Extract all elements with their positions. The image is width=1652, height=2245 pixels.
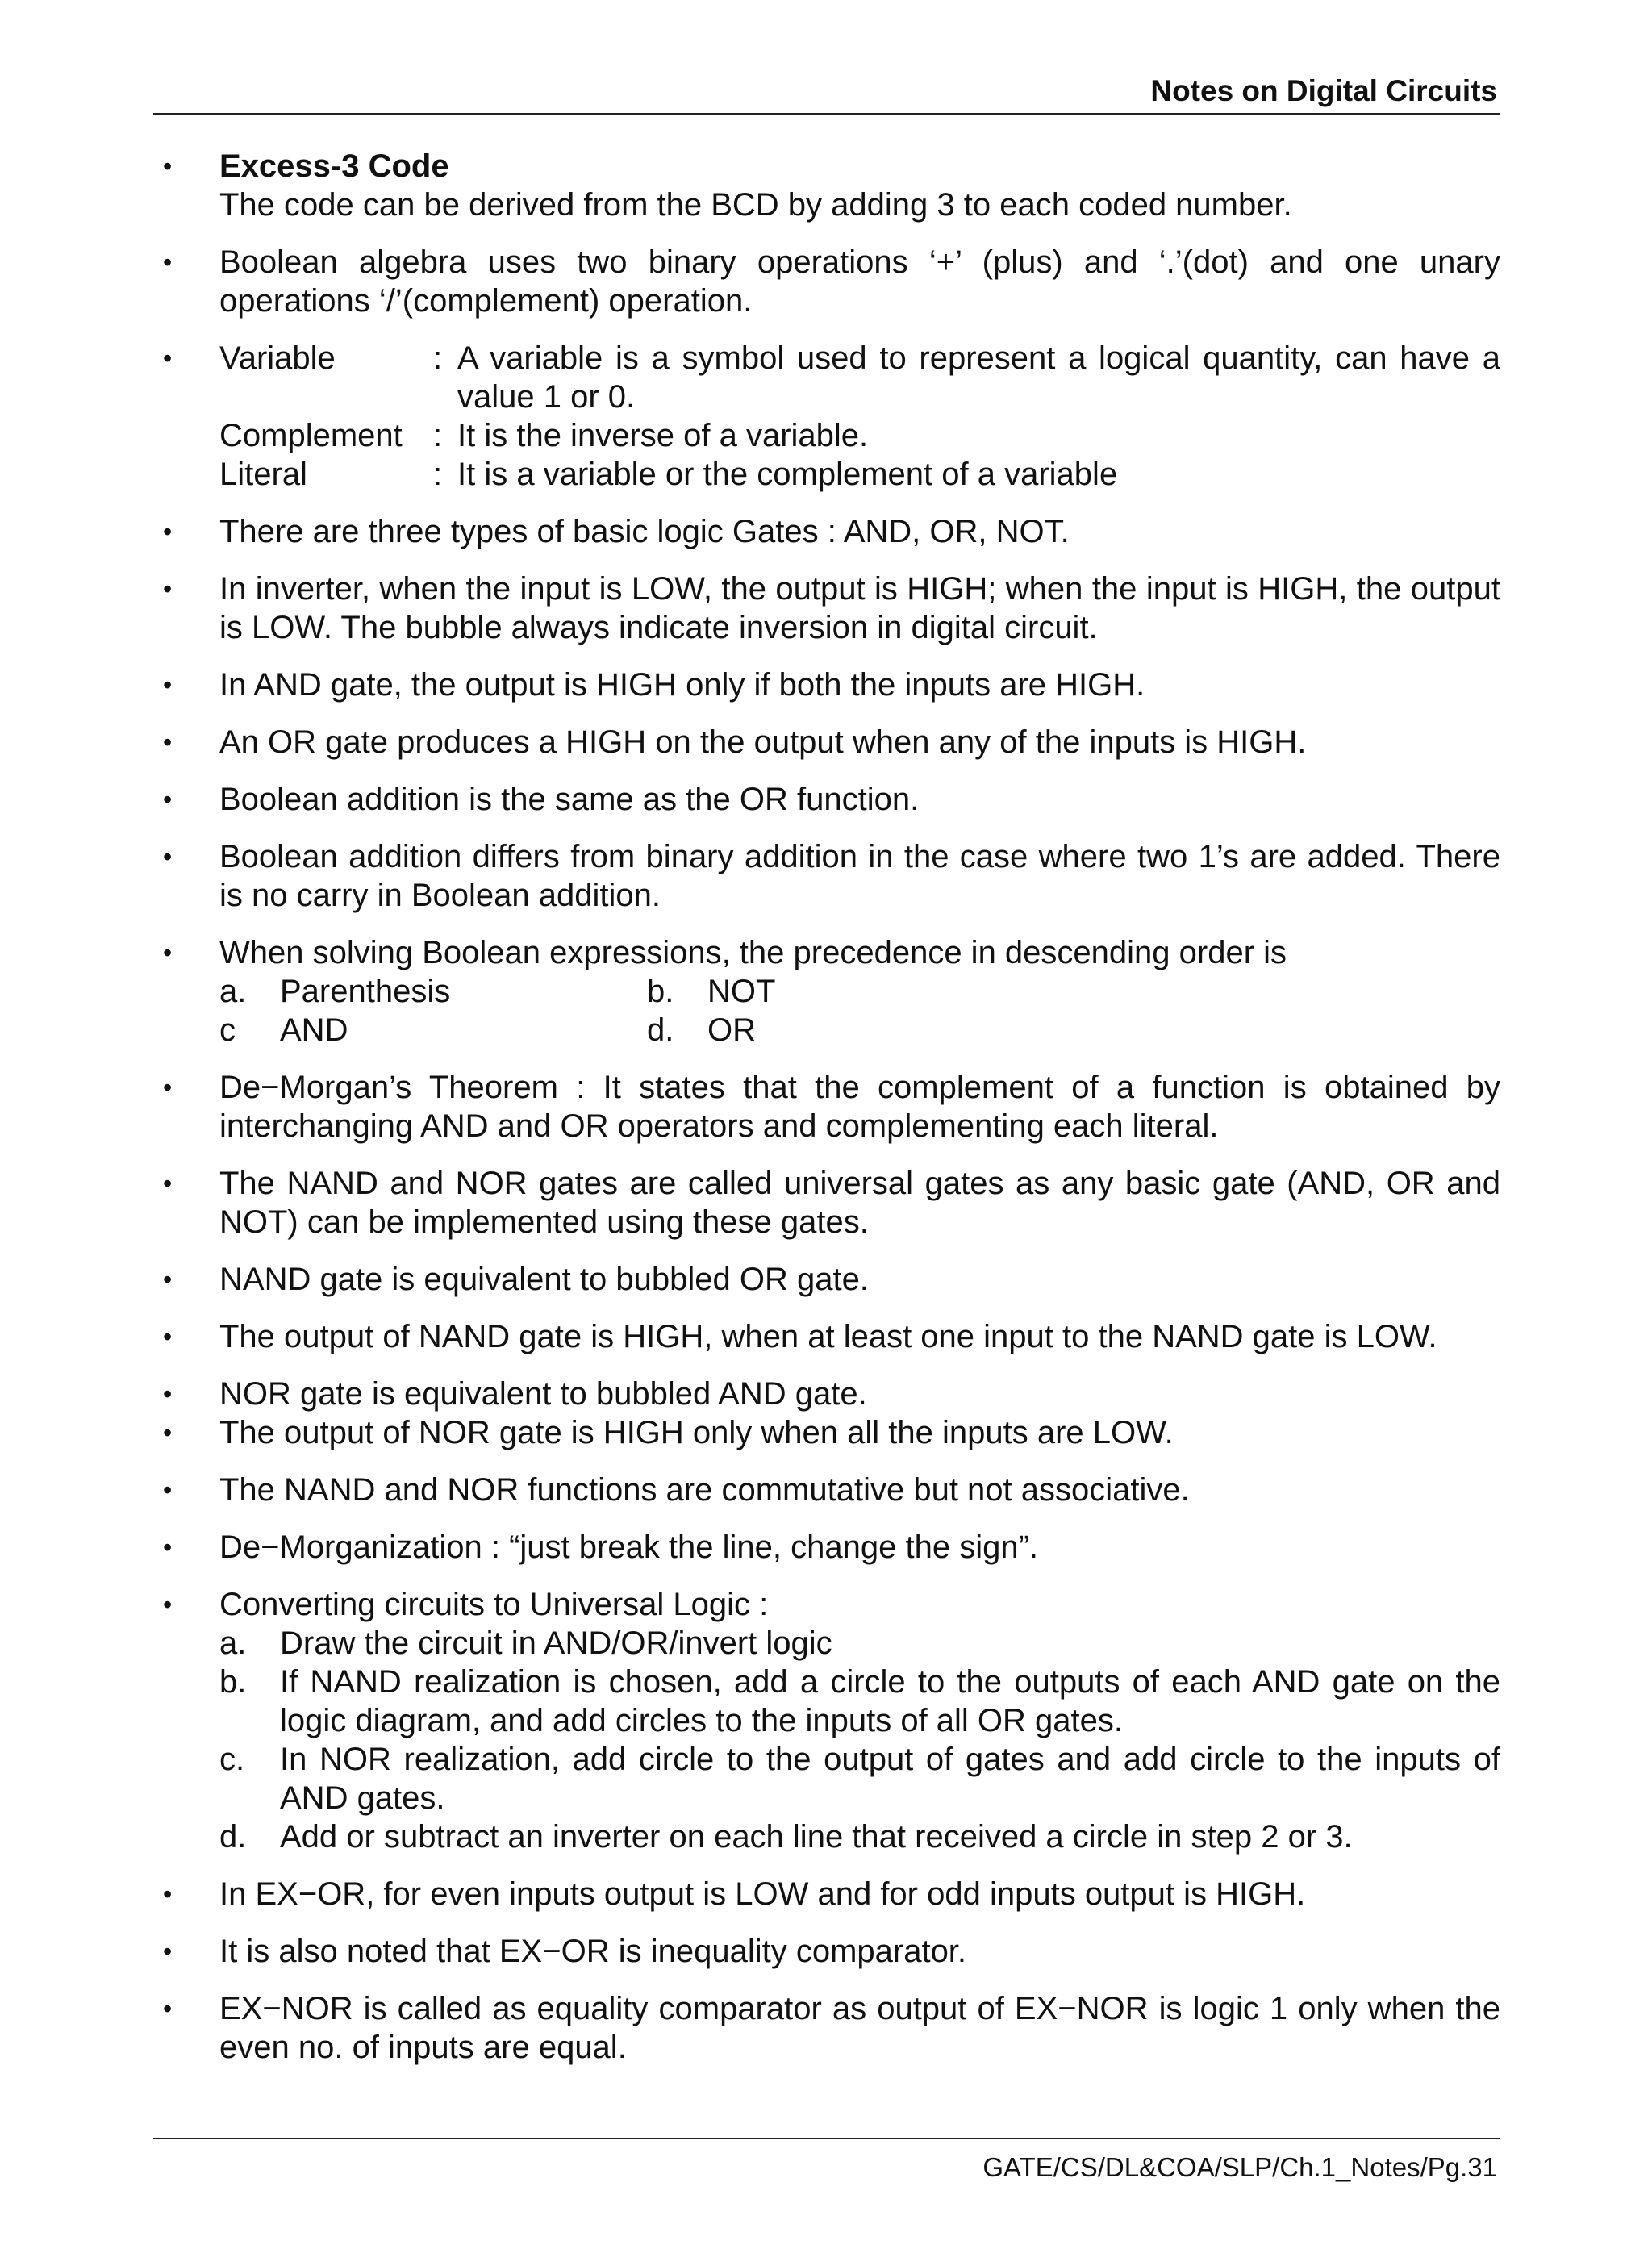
list-item-demorgan: [153, 1068, 1500, 1145]
item-text: Boolean addition is the same as the OR function.: [219, 782, 920, 817]
definition-colon: :: [433, 457, 443, 492]
notes-content: [153, 147, 1500, 2085]
list-item-exor: [153, 1875, 1500, 1913]
list-item-bool-add-diff: [153, 837, 1500, 915]
precedence-option: [647, 972, 1212, 1011]
bullet-icon: •: [163, 1937, 173, 1966]
list-item-nand-equiv: [153, 1260, 1500, 1299]
bullet-icon: •: [163, 1169, 173, 1198]
precedence-option: [219, 972, 647, 1011]
precedence-options: [219, 972, 1500, 1049]
step-text: In NOR realization, add circle to the output of gates and add circle to the inputs of AND gates.: [280, 1742, 1500, 1816]
header-rule: [153, 113, 1500, 115]
bullet-icon: •: [163, 1475, 173, 1504]
list-item-precedence: [153, 933, 1500, 1049]
precedence-option: [647, 1011, 1212, 1049]
bullet-icon: •: [163, 728, 173, 757]
option-letter: c: [219, 1012, 236, 1048]
bullet-icon: •: [163, 1994, 173, 2023]
bullet-icon: •: [163, 670, 173, 699]
option-letter: b.: [647, 974, 674, 1009]
list-item-bool-add: [153, 780, 1500, 819]
item-text: De−Morgan’s Theorem : It states that the complement of a function is obtained by interchanging AND and OR operators and complementing each literal.: [219, 1070, 1500, 1144]
option-text: NOT: [707, 974, 776, 1009]
list-item-universal: [153, 1164, 1500, 1241]
list-item-exnor: [153, 1989, 1500, 2067]
item-text: NAND gate is equivalent to bubbled OR gate.: [219, 1262, 869, 1297]
item-text: The NAND and NOR functions are commutative but not associative.: [219, 1472, 1190, 1508]
step-letter: a.: [219, 1625, 247, 1661]
converting-step: [219, 1740, 1500, 1817]
step-text: Add or subtract an inverter on each line that received a circle in step 2 or 3.: [280, 1819, 1353, 1855]
precedence-option: [219, 1011, 647, 1049]
list-item-excess3: [153, 147, 1500, 224]
definition-desc: It is the inverse of a variable.: [457, 418, 869, 453]
bullet-icon: •: [163, 1590, 173, 1619]
item-text: An OR gate produces a HIGH on the output when any of the inputs is HIGH.: [219, 724, 1307, 760]
bullet-icon: •: [163, 1379, 173, 1408]
definition-row: [219, 339, 1500, 416]
item-text: The output of NAND gate is HIGH, when at least one input to the NAND gate is LOW.: [219, 1319, 1437, 1354]
item-text: The output of NOR gate is HIGH only when all the inputs are LOW.: [219, 1415, 1174, 1450]
option-text: AND: [280, 1012, 348, 1048]
step-text: If NAND realization is chosen, add a circle to the outputs of each AND gate on the logic diagram, and add circles to the inputs of all OR gates.: [280, 1664, 1500, 1738]
step-letter: b.: [219, 1664, 247, 1700]
definition-row: [219, 416, 1500, 455]
list-item-commutative: [153, 1471, 1500, 1509]
item-text: De−Morganization : “just break the line, change the sign”.: [219, 1529, 1039, 1565]
step-letter: d.: [219, 1819, 247, 1855]
definition-colon: :: [433, 340, 443, 376]
bullet-icon: •: [163, 1418, 173, 1447]
item-text: Converting circuits to Universal Logic :: [219, 1587, 769, 1622]
bullet-icon: •: [163, 574, 173, 603]
list-item-basic-gates: [153, 512, 1500, 551]
list-item-nand-output: [153, 1317, 1500, 1356]
bullet-icon: •: [163, 1265, 173, 1294]
converting-step: [219, 1624, 1500, 1663]
page-header-title: Notes on Digital Circuits: [1150, 74, 1497, 107]
bullet-icon: •: [163, 938, 173, 967]
bullet-icon: •: [163, 152, 173, 181]
bullet-icon: •: [163, 517, 173, 546]
option-letter: a.: [219, 974, 247, 1009]
item-text: Boolean algebra uses two binary operations ‘+’ (plus) and ‘.’(dot) and one unary operations ‘/’(complement) operation.: [219, 244, 1500, 319]
list-item-boolean-ops: [153, 243, 1500, 320]
option-text: Parenthesis: [280, 974, 451, 1009]
definition-term: Literal: [219, 457, 307, 492]
bullet-icon: •: [163, 248, 173, 277]
definition-row: [219, 455, 1500, 494]
item-text: Boolean addition differs from binary addition in the case where two 1’s are added. There is no carry in Boolean addition.: [219, 839, 1500, 913]
bullet-icon: •: [163, 1322, 173, 1351]
list-item-and-gate: [153, 666, 1500, 704]
definition-desc: A variable is a symbol used to represent a logical quantity, can have a value 1 or 0.: [457, 340, 1500, 415]
bullet-icon: •: [163, 1880, 173, 1909]
list-item-demorganization: [153, 1528, 1500, 1567]
item-text: EX−NOR is called as equality comparator as output of EX−NOR is logic 1 only when the even no. of inputs are equal.: [219, 1991, 1500, 2065]
list-item-nor-output: [153, 1413, 1500, 1452]
list-item-definitions: [153, 339, 1500, 494]
option-letter: d.: [647, 1012, 674, 1048]
list-item-or-gate: [153, 723, 1500, 762]
option-text: OR: [707, 1012, 756, 1048]
bullet-icon: •: [163, 1073, 173, 1102]
definition-desc: It is a variable or the complement of a variable: [457, 457, 1118, 492]
item-text: In AND gate, the output is HIGH only if both the inputs are HIGH.: [219, 667, 1145, 703]
bullet-icon: •: [163, 344, 173, 373]
item-text: When solving Boolean expressions, the precedence in descending order is: [219, 935, 1287, 970]
definition-term: Variable: [219, 340, 336, 376]
item-text: The code can be derived from the BCD by adding 3 to each coded number.: [219, 187, 1292, 223]
bullet-icon: •: [163, 785, 173, 814]
definition-colon: :: [433, 418, 443, 453]
converting-step: [219, 1817, 1500, 1856]
page-footer: GATE/CS/DL&COA/SLP/Ch.1_Notes/Pg.31: [982, 2152, 1497, 2182]
item-text: In EX−OR, for even inputs output is LOW and for odd inputs output is HIGH.: [219, 1876, 1306, 1912]
step-letter: c.: [219, 1742, 245, 1777]
converting-step: [219, 1663, 1500, 1740]
definition-term: Complement: [219, 418, 403, 453]
list-item-inverter: [153, 570, 1500, 647]
bullet-icon: •: [163, 1533, 173, 1562]
item-text: There are three types of basic logic Gates : AND, OR, NOT.: [219, 514, 1070, 549]
list-item-exor-comp: [153, 1932, 1500, 1971]
item-heading: Excess-3 Code: [219, 148, 449, 184]
list-item-nor-equiv: [153, 1375, 1500, 1413]
item-text: The NAND and NOR gates are called universal gates as any basic gate (AND, OR and NOT) can be implemented using these gates.: [219, 1166, 1500, 1240]
item-text: It is also noted that EX−OR is inequality comparator.: [219, 1934, 967, 1969]
step-text: Draw the circuit in AND/OR/invert logic: [280, 1625, 832, 1661]
bullet-icon: •: [163, 842, 173, 871]
list-item-converting: [153, 1585, 1500, 1856]
footer-rule: [153, 2138, 1500, 2139]
item-text: NOR gate is equivalent to bubbled AND gate.: [219, 1376, 867, 1412]
item-text: In inverter, when the input is LOW, the output is HIGH; when the input is HIGH, the output is LOW. The bubble always indicate inversion in digital circuit.: [219, 571, 1500, 645]
